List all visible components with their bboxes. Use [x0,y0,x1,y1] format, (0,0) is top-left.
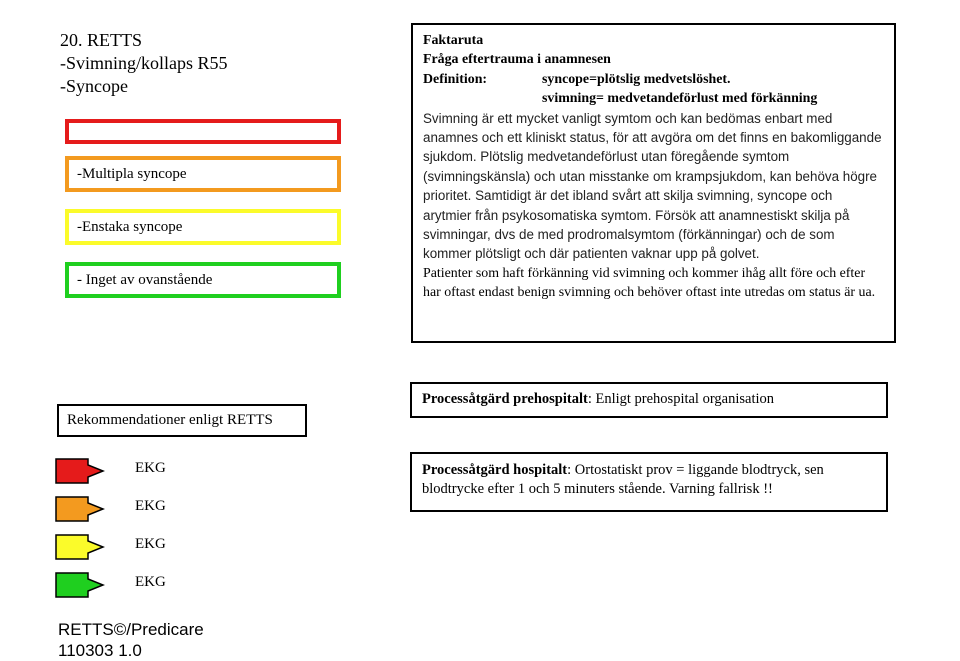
fact-definition-row [423,70,884,89]
fact-heading: Faktaruta [423,33,484,48]
fact-question: Fråga eftertrauma i anamnesen [423,52,611,68]
footer-version: 110303 1.0 [58,641,142,660]
level-yellow-label: -Enstaka syncope [77,218,183,235]
recommendation-label: Rekommendationer enligt RETTS [67,412,273,428]
fact-paragraph-main: Svimning är ett mycket vanligt symtom och kan bedömas enbart med anamnes och ett kliniskt status, för att avgöra om det finns en bakomliggande sjukdom. Plötslig medvetandeförlust utan föregående symtom (svimningskänsla) och utan misstanke om krampsjukdom, kan behöva högre prioritet. Samtidigt är det ibland svårt att skilja svimning, syncope och arytmier från psykosomatiska symtom. Försök att anamnestiskt skilja på svimningar, dvs de med prodromalsymtom (förkänningar) och de som kommer plötsligt och där patienten vaknar upp på golvet. [423,110,882,262]
green-arrow-icon [55,572,105,598]
title-line-1: 20. RETTS [60,30,143,50]
process-prehospital-label: Processåtgärd prehospitalt [422,391,588,407]
fact-definition-label: Definition: [423,71,488,87]
level-green-label: - Inget av ovanstående [77,271,213,288]
action-label-green: EKG [135,574,166,590]
red-arrow-icon [55,458,105,484]
fact-definition-value: syncope=plötslig medvetslöshet. [542,71,731,87]
footer-copyright: RETTS©/Predicare [58,620,204,639]
orange-arrow-icon [55,496,105,522]
process-prehospital-box [410,382,888,418]
level-red-box [65,119,341,144]
fact-box [411,23,896,343]
fact-paragraph-closing: Patienter som haft förkänning vid svimning och kommer ihåg allt före och efter har oftast endast benign svimning och behöver oftast inte utredas om status är ua. [423,265,876,301]
level-green-box [65,262,341,298]
footer [58,619,204,661]
yellow-arrow-icon [55,534,105,560]
level-yellow-box [65,209,341,245]
level-orange-box [65,156,341,192]
action-label-orange: EKG [135,498,166,514]
level-orange-label: -Multipla syncope [77,165,187,182]
page-title [60,29,228,98]
fact-subdefinition: svimning= medvetandeförlust med förkänning [542,91,818,107]
title-line-2: -Svimning/kollaps R55 [60,53,228,73]
title-line-3: -Syncope [60,76,128,96]
process-hospital-text: : Ortostatiskt prov = liggande blodtryck, sen blodtrycke efter 1 och 5 minuters stående. Varning fallrisk !! [422,462,824,497]
action-label-red: EKG [135,460,166,476]
action-label-yellow: EKG [135,536,166,552]
process-hospital-box [410,452,888,512]
recommendation-box [57,404,307,437]
process-prehospital-text: : Enligt prehospital organisation [587,391,775,407]
process-hospital-label: Processåtgärd hospitalt [422,462,568,478]
